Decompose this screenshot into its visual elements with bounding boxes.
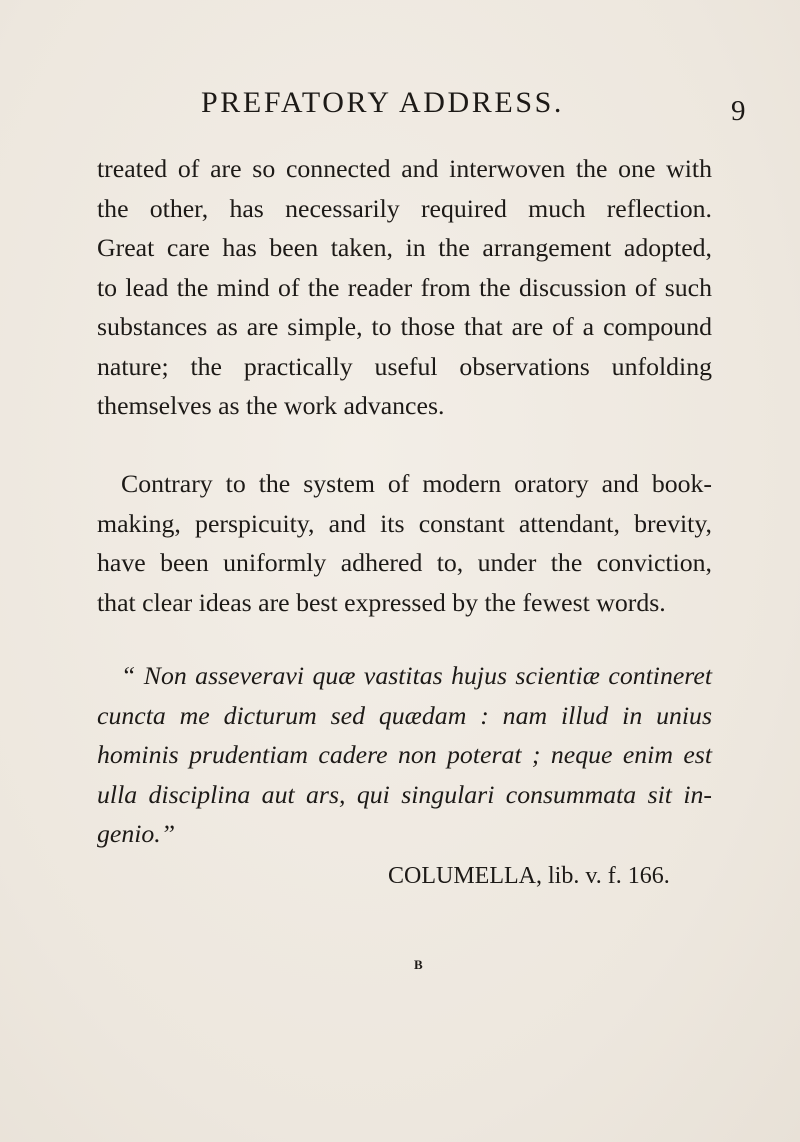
paragraph-2: [97, 464, 712, 622]
paragraph-line: making, perspicuity, and its constant attendant, brevity,: [97, 508, 712, 538]
paragraph-line: Contrary to the system of modern oratory and book-: [121, 469, 712, 498]
signature-mark: B: [414, 957, 423, 972]
quote-line: hominis prudentiam cadere non poterat ; neque enim est: [97, 740, 712, 769]
page-number: 9: [731, 95, 746, 127]
paragraph-line: the other, has necessarily required much reflection.: [97, 193, 712, 223]
quote-line: cuncta me dicturum sed quædam : nam illud in unius: [97, 700, 712, 730]
paragraph-line: have been uniformly adhered to, under the conviction,: [97, 548, 712, 577]
paragraph-1: [97, 149, 712, 426]
paragraph-line: Great care has been taken, in the arrangement adopted,: [97, 233, 712, 262]
running-head: PREFATORY ADDRESS.: [201, 86, 565, 119]
paragraph-line: nature; the practically useful observations unfolding: [97, 351, 712, 381]
latin-quotation: [97, 656, 712, 854]
paragraph-line: treated of are so connected and interwoven the one with: [97, 154, 712, 183]
paragraph-line: substances as are simple, to those that are of a compound: [97, 312, 712, 341]
quote-line: genio.”: [97, 819, 176, 848]
quote-line: ulla disciplina aut ars, qui singulari consummata sit in-: [97, 779, 712, 809]
paragraph-line: that clear ideas are best expressed by the fewest words.: [97, 587, 666, 617]
paragraph-line: themselves as the work advances.: [97, 391, 445, 420]
paragraph-line: to lead the mind of the reader from the discussion of such: [97, 272, 712, 302]
quote-line: “ Non asseveravi quæ vastitas hujus scientiæ contineret: [121, 661, 712, 690]
quote-attribution: COLUMELLA, lib. v. f. 166.: [388, 863, 670, 889]
